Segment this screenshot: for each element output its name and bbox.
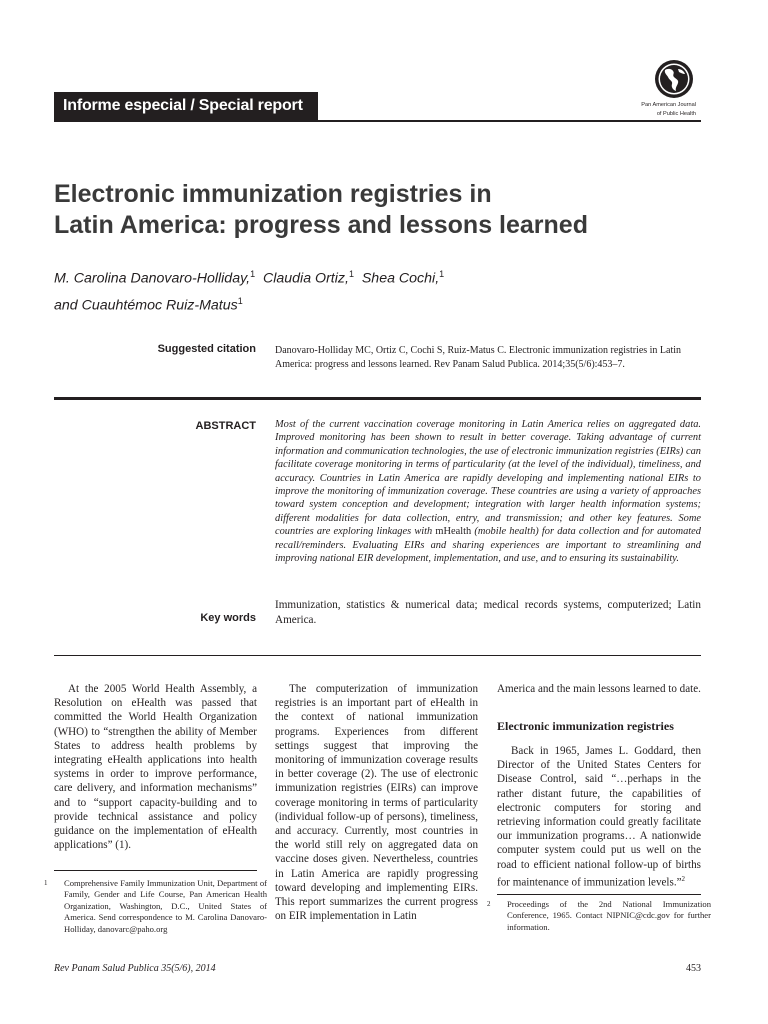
journal-name-line1: Pan American Journal <box>641 102 696 108</box>
footnote-2 <box>487 899 711 933</box>
citation-text: Danovaro-Holliday MC, Ortiz C, Cochi S, Ruiz-Matus C. Electronic immunization registries in Latin America: progress and lessons learned. Rev Panam Salud Publica. 2014;35(5/6):453–7. <box>275 345 682 370</box>
authors-line-2 <box>54 290 694 317</box>
body-column-1 <box>54 682 257 852</box>
journal-reference: Rev Panam Salud Publica 35(5/6), 2014 <box>54 963 216 974</box>
section-heading: Electronic immunization registries <box>497 719 674 733</box>
footnote-text: Proceedings of the 2nd National Immunization Conference, 1965. Contact NIPNIC@cdc.gov for further information. <box>507 899 711 932</box>
page-number: 453 <box>686 963 701 974</box>
globe-logo-icon <box>654 59 694 99</box>
footnote-ref: 2 <box>681 874 686 883</box>
section-divider <box>54 397 701 400</box>
author-affiliation: 1 <box>348 269 354 279</box>
journal-name <box>620 101 696 118</box>
body-paragraph: At the 2005 World Health Assembly, a Resolution on eHealth was passed that committed the World Health Organization (WHO) to “strengthen the ability of Member States to address health problems by integrating eHealth applications into health systems in order to improve performance, care delivery, and information mechanisms” and to “support capacity-building and to provide technical assistance and policy guidance on the implementation of eHealth applications” (1). <box>54 683 257 852</box>
abstract-label: ABSTRACT <box>195 420 256 432</box>
body-paragraph: America and the main lessons learned to date. <box>497 683 701 695</box>
author-affiliation: 1 <box>439 269 445 279</box>
author-name: M. Carolina Danovaro-Holliday, <box>54 270 251 287</box>
citation-label: Suggested citation <box>157 343 256 355</box>
footnote-number: 1 <box>44 879 48 887</box>
article-title <box>54 179 694 241</box>
title-line-2: Latin America: progress and lessons learned <box>54 211 588 239</box>
author-affiliation: 1 <box>250 269 256 279</box>
author-list <box>54 263 694 316</box>
footnote-rule <box>497 894 701 895</box>
author-name: Shea Cochi, <box>361 270 440 287</box>
keywords-label: Key words <box>200 612 256 624</box>
abstract-text-part: Most of the current vaccination coverage monitoring in Latin America relies on aggregated data. Improved monitoring has been shown to result in better coverage. Taking advantage of current information and communication technologies, the use of electronic immunization registries (EIRs) can facilitate coverage monitoring in terms of particularity (at the level of the individual), timeliness, and accuracy. Countries in Latin America are rapidly developing and implementing national EIRs to improve the monitoring of immunization coverage. These countries are using a variety of approaches toward system conception and development; integration with larger health information systems; different modalities for data collection, entry, and transmission; and other key features. Some countries are exploring linkages with <box>275 419 701 538</box>
author-affiliation: 1 <box>237 295 243 306</box>
author-name: and Cuauhtémoc Ruiz-Matus <box>54 297 238 314</box>
keywords-text: Immunization, statistics & numerical data; medical records systems, computerized; Latin America. <box>275 599 701 626</box>
title-line-1: Electronic immunization registries in <box>54 180 492 208</box>
author-name: Claudia Ortiz, <box>262 270 349 287</box>
header-rule <box>54 120 701 122</box>
body-column-3 <box>497 744 701 890</box>
section-label: Informe especial / Special report <box>63 97 303 114</box>
footnote-number: 2 <box>487 900 491 908</box>
body-paragraph: The computerization of immunization registries is an important part of eHealth in the context of national immunization programs. Experiences from different settings suggest that improving the monitoring of immunization coverage results in better coverage (2). The use of electronic immunization registries (EIRs) can improve coverage monitoring in terms of particularity (individual follow-up of persons), timeliness, and accuracy. Currently, most countries in the world still rely on aggregated data on vaccine doses given. Nevertheless, countries in Latin America are rapidly progressing toward developing and implementing EIRs. This report summarizes the current progress on EIR implementation in Latin <box>275 683 478 923</box>
footnote-rule <box>54 870 257 871</box>
body-column-2 <box>275 682 478 923</box>
abstract-text-upright: mHealth <box>435 526 472 538</box>
journal-name-line2: of Public Health <box>656 110 696 117</box>
body-column-3-continuation <box>497 682 701 696</box>
body-paragraph <box>497 744 701 890</box>
body-paragraph-text: Back in 1965, James L. Goddard, then Director of the United States Centers for Disease Control, said “…perhaps in the rather distant future, the capabilities of electronic computers for storing and retrieving information could greatly facilitate our immunization programs… A nationwide computer system could put us well on the road to efficient national follow-up of births for maintenance of immunization levels.” <box>497 745 701 889</box>
abstract-text <box>275 418 701 565</box>
footnote-1 <box>44 878 267 935</box>
abstract-divider <box>54 655 701 656</box>
footnote-text: Comprehensive Family Immunization Unit, Department of Family, Gender and Life Course, Pan American Health Organization, Washington, D.C., United States of America. Send correspondence to M. Carolina Danovaro-Holliday, danovarc@paho.org <box>64 878 267 934</box>
authors-line-1 <box>54 263 694 290</box>
abstract-text-part: (mobile health) for data collection and for automated recall/reminders. Evaluating EIRs and sharing experiences are important to streamlining and improving national EIR development, implementation, and use, and to ensuring its sustainability. <box>275 526 701 565</box>
